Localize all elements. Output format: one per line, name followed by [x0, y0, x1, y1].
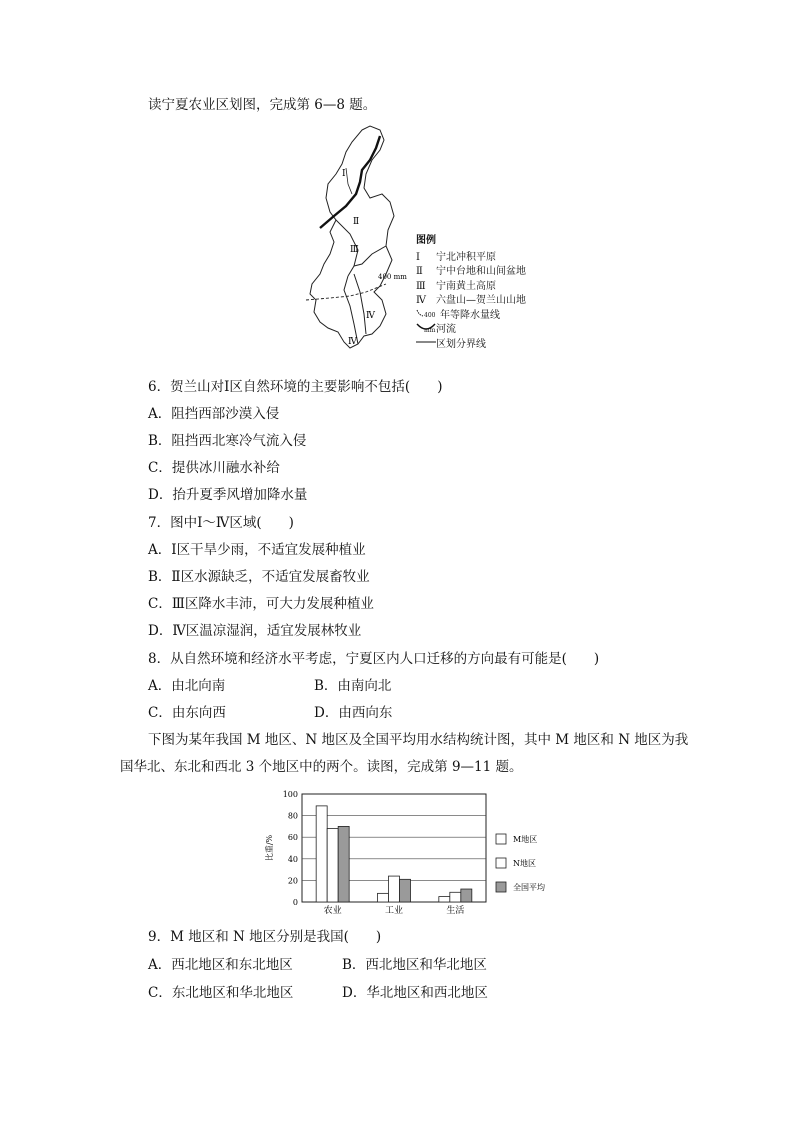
- q9-option-d[interactable]: D．华北地区和西北地区: [342, 985, 488, 1001]
- region-label: Ⅳ: [366, 311, 375, 321]
- chart-ytick-label: 100: [282, 790, 298, 799]
- region-label: Ⅳ: [348, 337, 357, 347]
- boundary-line: [354, 274, 366, 334]
- chart-ytick-label: 40: [287, 854, 298, 864]
- q7-stem: 7．图中Ⅰ～Ⅳ区域( ): [148, 515, 294, 531]
- q6-option-a[interactable]: A．阻挡西部沙漠入侵: [148, 406, 280, 422]
- boundary-line: [354, 246, 386, 266]
- chart-legend-swatch: [496, 882, 506, 892]
- q6-option-b[interactable]: B．阻挡西北寒冷气流入侵: [148, 433, 307, 449]
- chart-legend-swatch: [496, 834, 506, 844]
- chart-bar: [389, 876, 400, 902]
- legend-item: 400 mm 年等降水量线: [416, 309, 526, 324]
- q7-option-d[interactable]: D．Ⅳ区温凉湿润，适宜发展林牧业: [148, 623, 362, 639]
- chart-bar: [338, 826, 349, 902]
- ningxia-map: [300, 124, 415, 352]
- q7-option-c[interactable]: C．Ⅲ区降水丰沛，可大力发展种植业: [148, 596, 374, 612]
- chart-legend-label: N地区: [513, 859, 536, 868]
- legend-item: Ⅳ 六盘山—贺兰山山地: [416, 295, 526, 306]
- q6-option-c[interactable]: C．提供冰川融水补给: [148, 460, 280, 476]
- legend-item: Ⅲ 宁南黄土高原: [416, 280, 496, 292]
- chart-legend-label: 全国平均: [513, 883, 545, 892]
- chart-ytick-label: 0: [292, 898, 298, 907]
- q9-option-a[interactable]: A．西北地区和东北地区: [148, 957, 293, 973]
- chart-ylabel: 比重/%: [265, 834, 274, 862]
- chart-bar: [450, 892, 461, 902]
- map-legend: [416, 234, 526, 352]
- chart-bar: [316, 806, 327, 902]
- chart-bar: [439, 897, 450, 902]
- legend-item: Ⅱ 宁中台地和山间盆地: [416, 266, 526, 277]
- chart-category-label: 生活: [446, 906, 465, 916]
- isohyet-label: 400 mm: [378, 273, 407, 281]
- q9-option-c[interactable]: C．东北地区和华北地区: [148, 985, 294, 1001]
- q7-option-b[interactable]: B．Ⅱ区水源缺乏，不适宜发展畜牧业: [148, 569, 370, 585]
- q8-stem: 8．从自然环境和经济水平考虑，宁夏区内人口迁移的方向最有可能是( ): [148, 651, 600, 667]
- region-label: Ⅰ: [342, 169, 346, 179]
- q8-option-b[interactable]: B．由南向北: [314, 678, 392, 694]
- chart-ytick-label: 80: [287, 811, 298, 821]
- intro2-line2: 国华北、东北和西北 3 个地区中的两个。读图，完成第 9—11 题。: [120, 759, 523, 775]
- q9-option-b[interactable]: B．西北地区和华北地区: [342, 957, 487, 973]
- chart-legend-label: M地区: [513, 835, 538, 844]
- legend-title: 图例: [416, 235, 436, 246]
- legend-item: Ⅰ 宁北冲积平原: [416, 251, 496, 263]
- chart-category-label: 工业: [384, 906, 404, 916]
- q7-option-a[interactable]: A．Ⅰ区干旱少雨，不适宜发展种植业: [148, 542, 366, 558]
- chart-bar: [461, 889, 472, 902]
- region-label: Ⅲ: [350, 245, 359, 255]
- region-label: Ⅱ: [353, 217, 360, 227]
- boundary-line: [346, 168, 352, 194]
- chart-bar: [327, 829, 338, 902]
- legend-item: 河流: [416, 323, 526, 338]
- boundary-line: [344, 276, 358, 344]
- water-structure-chart: [262, 786, 562, 918]
- q8-option-d[interactable]: D．由西向东: [314, 705, 393, 721]
- q6-stem: 6．贺兰山对Ⅰ区自然环境的主要影响不包括( ): [148, 379, 443, 395]
- chart-category-label: 农业: [323, 906, 342, 916]
- chart-bar: [378, 893, 389, 902]
- chart-ytick-label: 20: [287, 876, 298, 886]
- intro2-line1: 下图为某年我国 M 地区、N 地区及全国平均用水结构统计图，其中 M 地区和 N 地区为我: [148, 732, 689, 748]
- legend-item: 区划分界线: [416, 338, 526, 353]
- intro-text: 读宁夏农业区划图，完成第 6—8 题。: [148, 97, 377, 113]
- chart-legend-swatch: [496, 858, 506, 868]
- q9-stem: 9．M 地区和 N 地区分别是我国( ): [148, 929, 382, 945]
- chart-bar: [400, 879, 411, 902]
- chart-ytick-label: 60: [287, 833, 298, 843]
- q8-option-a[interactable]: A．由北向南: [148, 678, 226, 694]
- q6-option-d[interactable]: D．抬升夏季风增加降水量: [148, 487, 308, 503]
- q8-option-c[interactable]: C．由东向西: [148, 705, 226, 721]
